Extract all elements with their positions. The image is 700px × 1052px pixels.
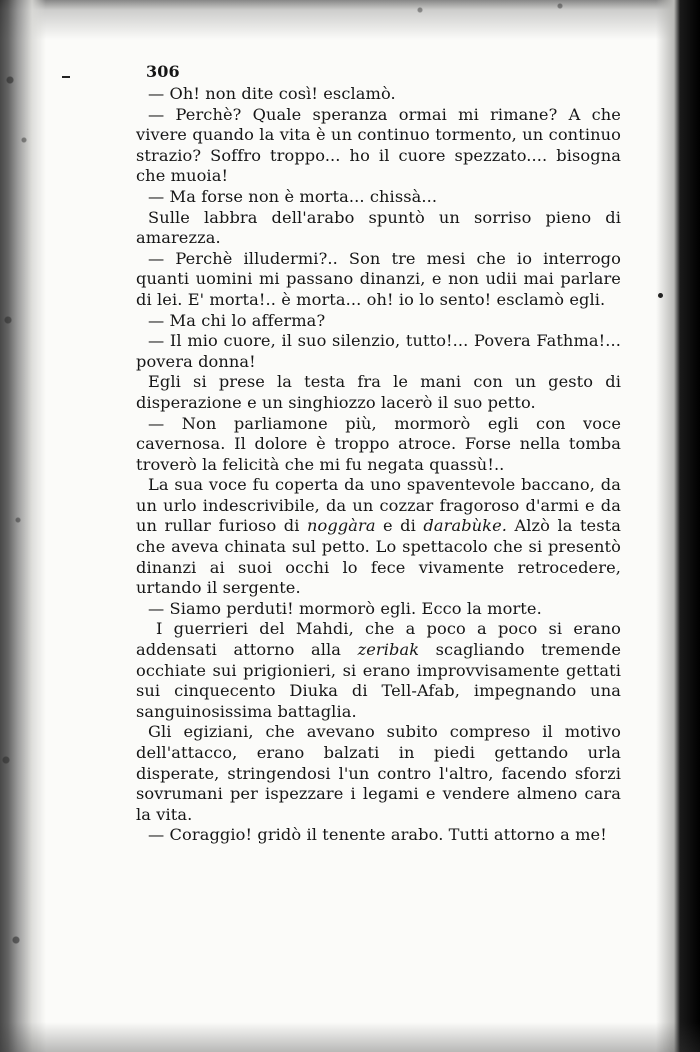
paragraph-13: Gli egiziani, che avevano subito compreso il motivo dell'attacco, erano balzati in piedi gettando urla disperate, stringendosi l'un contro l'altro, facendo sforzi sovrumani per ispezzare i legami e vendere almeno cara la vita. [136,722,621,824]
paragraph-8: Egli si prese la testa fra le mani con un gesto di disperazione e un singhiozzo lacerò il suo petto. [136,372,621,412]
paragraph-2: — Perchè? Quale speranza ormai mi rimane? A che vivere quando la vita è un continuo tormento, un continuo strazio? Soffro troppo... ho il cuore spezzato.... bisogna che muoia! [136,104,621,186]
paragraph-12-part-1: I guerrieri del Mahdi, che a poco a poco si erano addensati attorno alla [136,619,621,660]
paragraph-12-part-2: scagliando tremende occhiate sui prigionieri, si erano improvvisamente gettati sui cinquecento Diuka di Tell-Afab, impegnando una sanguinosissima battaglia. [136,640,621,721]
paragraph-10-part-3: Alzò la testa che aveva chinata sul petto. Lo spettacolo che si presentò dinanzi ai suoi occhi lo fece vivamente retrocedere, urtando il sergente. [136,516,621,598]
paragraph-5: — Perchè illudermi?.. Son tre mesi che io interrogo quanti uomini mi passano dinanzi, e non udii mai parlare di lei. E' morta!.. è morta... oh! io lo sento! esclamò egli. [136,248,621,309]
margin-dot-mark [658,293,663,298]
paragraph-10 [136,475,621,599]
paragraph-12 [136,619,621,722]
margin-dash-mark [62,76,70,78]
paragraph-9: — Non parliamone più, mormorò egli con voce cavernosa. Il dolore è troppo atroce. Forse nella tomba troverò la felicità che mi fu negata quassù!.. [136,413,621,474]
paragraph-6: — Ma chi lo afferma? [148,310,326,330]
scan-right-edge [656,0,700,1052]
paragraph-11: — Siamo perduti! mormorò egli. Ecco la morte. [148,598,542,618]
paragraph-10-italic-noggara: noggàra [306,516,376,536]
scan-top-edge [0,0,700,42]
paragraph-3: — Ma forse non è morta... chissà... [148,186,438,206]
page-number: 306 [146,62,180,81]
page-text-block [136,62,621,846]
scan-left-edge [0,0,46,1052]
scan-bottom-edge [0,1022,700,1052]
paragraph-14: — Coraggio! gridò il tenente arabo. Tutti attorno a me! [148,825,607,845]
paragraph-10-part-2: e di [375,516,424,536]
paragraph-12-italic-zeribak: zeribak [357,640,420,660]
paragraph-10-italic-darabuke: darabùke. [423,516,508,536]
paragraph-4: Sulle labbra dell'arabo spuntò un sorriso pieno di amarezza. [136,207,621,248]
paragraph-7: — Il mio cuore, il suo silenzio, tutto!... Povera Fathma!... povera donna! [136,331,621,371]
paragraph-1: — Oh! non dite così! esclamò. [148,84,396,103]
paragraph-10-part-1: La sua voce fu coperta da uno spaventevole baccano, da un urlo indescrivibile, da un cozzar fragoroso d'armi e da un rullar furioso di [136,475,621,536]
